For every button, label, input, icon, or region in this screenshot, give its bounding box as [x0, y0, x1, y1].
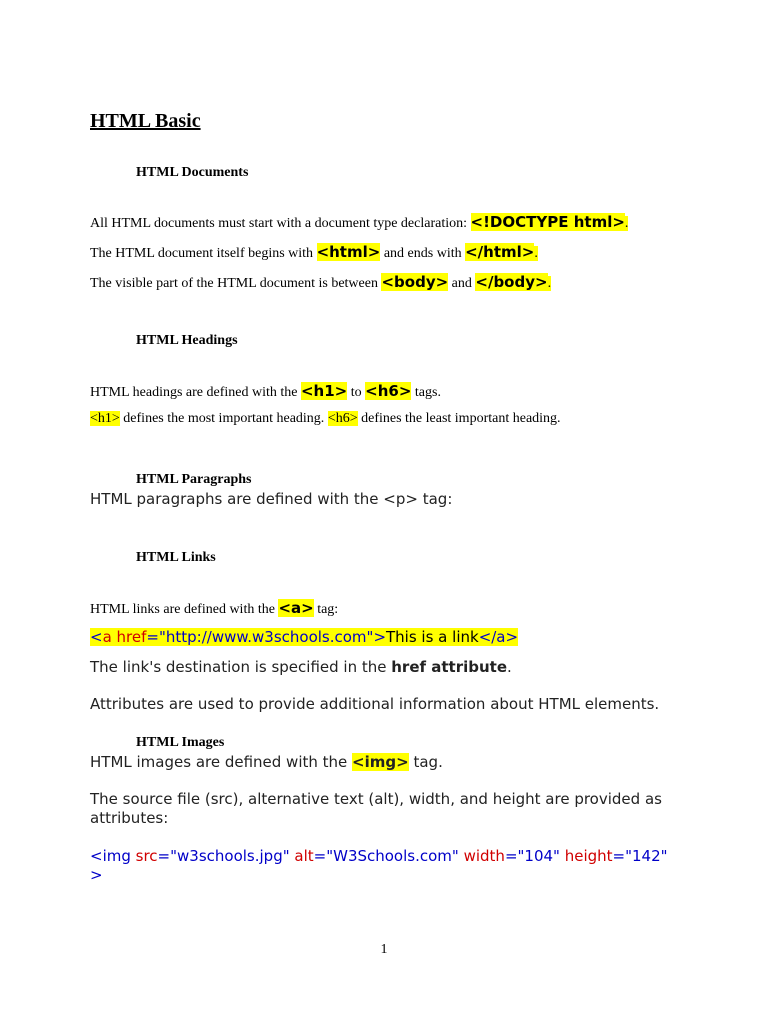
section-heading-paragraphs: HTML Paragraphs [136, 472, 252, 487]
img-src-value: ="w3schools.jpg" [157, 847, 295, 865]
link-tag-name: a [102, 628, 112, 646]
h6-code: <h6> [365, 382, 412, 400]
link-example-highlight [90, 628, 518, 646]
documents-line-3-text: The visible part of the HTML document is between [90, 276, 382, 291]
img-example-code [90, 847, 668, 865]
link-close-tag: </a> [478, 628, 519, 646]
section-heading-images: HTML Images [136, 735, 225, 750]
img-src-attr: src [135, 847, 158, 865]
html-open-code: <html> [316, 243, 381, 261]
img-code: <img> [352, 753, 409, 771]
section-heading-links: HTML Links [136, 550, 216, 565]
documents-line-2-mid: and ends with [380, 246, 466, 261]
headings-line-1-mid: to [347, 385, 366, 400]
documents-line-3 [90, 273, 551, 292]
headings-line-1 [90, 382, 441, 401]
h1-code: <h1> [300, 382, 348, 400]
images-line-2b: attributes: [90, 809, 169, 827]
headings-line-2-mid: defines the most important heading. [119, 411, 328, 426]
link-inner-text: This is a link [386, 628, 479, 646]
links-line-4: Attributes are used to provide additional information about HTML elements. [90, 695, 660, 713]
documents-line-1-text: All HTML documents must start with a document type declaration: [90, 216, 471, 231]
links-line-1 [90, 599, 338, 618]
h6-inline: <h6> [327, 411, 358, 426]
documents-line-3-end: . [547, 276, 552, 291]
link-example-code [90, 628, 518, 646]
doctype-code [471, 213, 625, 231]
doctype-code-b: html> [573, 213, 625, 231]
img-height-attr: height [564, 847, 613, 865]
img-width-attr: width [463, 847, 505, 865]
img-alt-attr: alt [294, 847, 314, 865]
documents-line-3-mid: and [448, 276, 476, 291]
link-href-value: ="http://www.w3schools.com"> [146, 628, 387, 646]
href-attribute-bold: href attribute [391, 658, 508, 676]
img-alt-value: ="W3Schools.com" [313, 847, 464, 865]
headings-line-1-end: tags. [411, 385, 441, 400]
section-heading-headings: HTML Headings [136, 333, 238, 348]
images-line-1-text: HTML images are defined with the [90, 753, 353, 771]
documents-line-1-end: . [624, 216, 629, 231]
img-width-value: ="104" [504, 847, 565, 865]
headings-line-1-text: HTML headings are defined with the [90, 385, 301, 400]
links-line-1-text: HTML links are defined with the [90, 602, 279, 617]
documents-line-2 [90, 243, 538, 262]
images-line-1-end: tag. [408, 753, 443, 771]
images-line-2a: The source file (src), alternative text (alt), width, and height are provided as [90, 790, 662, 808]
h1-inline: <h1> [90, 411, 120, 426]
section-heading-documents: HTML Documents [136, 165, 249, 180]
body-open-code: <body> [381, 273, 449, 291]
img-close: > [90, 866, 103, 884]
links-line-3-end: . [507, 658, 512, 676]
img-height-value: ="142" [612, 847, 668, 865]
documents-line-2-end: . [534, 246, 538, 261]
documents-line-1 [90, 213, 628, 232]
link-open-bracket: < [90, 628, 103, 646]
paragraphs-line-1: HTML paragraphs are defined with the <p> tag: [90, 490, 453, 508]
links-line-3 [90, 658, 512, 676]
link-href-attr: href [111, 628, 147, 646]
html-close-code: </html> [465, 243, 535, 261]
images-line-1 [90, 753, 443, 771]
doctype-code-a: <!DOCTYPE [470, 213, 569, 231]
links-line-3-text: The link's destination is specified in the [90, 658, 392, 676]
a-code: <a> [278, 599, 314, 617]
links-line-1-end: tag: [313, 602, 339, 617]
img-open: <img [90, 847, 136, 865]
body-close-code: </body> [475, 273, 548, 291]
headings-line-2 [90, 411, 561, 427]
page-title: HTML Basic [90, 110, 201, 132]
page-number: 1 [380, 942, 388, 957]
headings-line-2-end: defines the least important heading. [357, 411, 561, 426]
documents-line-2-text: The HTML document itself begins with [90, 246, 317, 261]
